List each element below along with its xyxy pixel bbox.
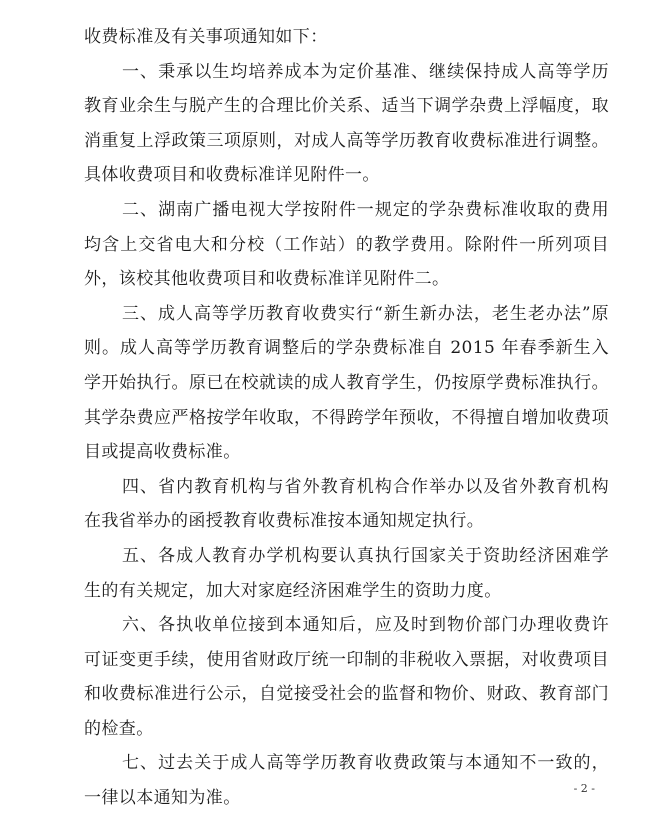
page-number: - 2 - xyxy=(573,782,595,795)
paragraph-3: 三、成人高等学历教育收费实行“新生新办法，老生老办法”原则。成人高等学历教育调整后的学杂费标准自 2015 年春季新生入学开始执行。原已在校就读的成人教育学生，仍按原学费标准执行。其学杂费应严格按学年收取，不得跨学年预收，不得擅自增加收费项目或提高收费标准。 xyxy=(84,303,609,463)
paragraph-2: 二、湖南广播电视大学按附件一规定的学杂费标准收取的费用均含上交省电大和分校（工作站）的教学费用。除附件一所列项目外，该校其他收费项目和收费标准详见附件二。 xyxy=(84,199,609,290)
paragraph-7: 七、过去关于成人高等学历教育收费政策与本通知不一致的，一律以本通知为准。 xyxy=(84,753,609,809)
paragraph-5: 五、各成人教育办学机构要认真执行国家关于资助经济困难学生的有关规定，加大对家庭经济困难学生的资助力度。 xyxy=(84,545,609,601)
paragraph-1: 一、秉承以生均培养成本为定价基准、继续保持成人高等学历教育业余生与脱产生的合理比价关系、适当下调学杂费上浮幅度，取消重复上浮政策三项原则，对成人高等学历教育收费标准进行调整。具体收费项目和收费标准详见附件一。 xyxy=(84,61,609,186)
paragraph-4: 四、省内教育机构与省外教育机构合作举办以及省外教育机构在我省举办的函授教育收费标准按本通知规定执行。 xyxy=(84,476,609,532)
paragraph-6: 六、各执收单位接到本通知后，应及时到物价部门办理收费许可证变更手续，使用省财政厅统一印制的非税收入票据，对收费项目和收费标准进行公示，自觉接受社会的监督和物价、财政、教育部门的检查。 xyxy=(84,615,609,739)
document-body xyxy=(84,20,609,816)
intro-line: 收费标准及有关事项通知如下： xyxy=(84,27,328,47)
